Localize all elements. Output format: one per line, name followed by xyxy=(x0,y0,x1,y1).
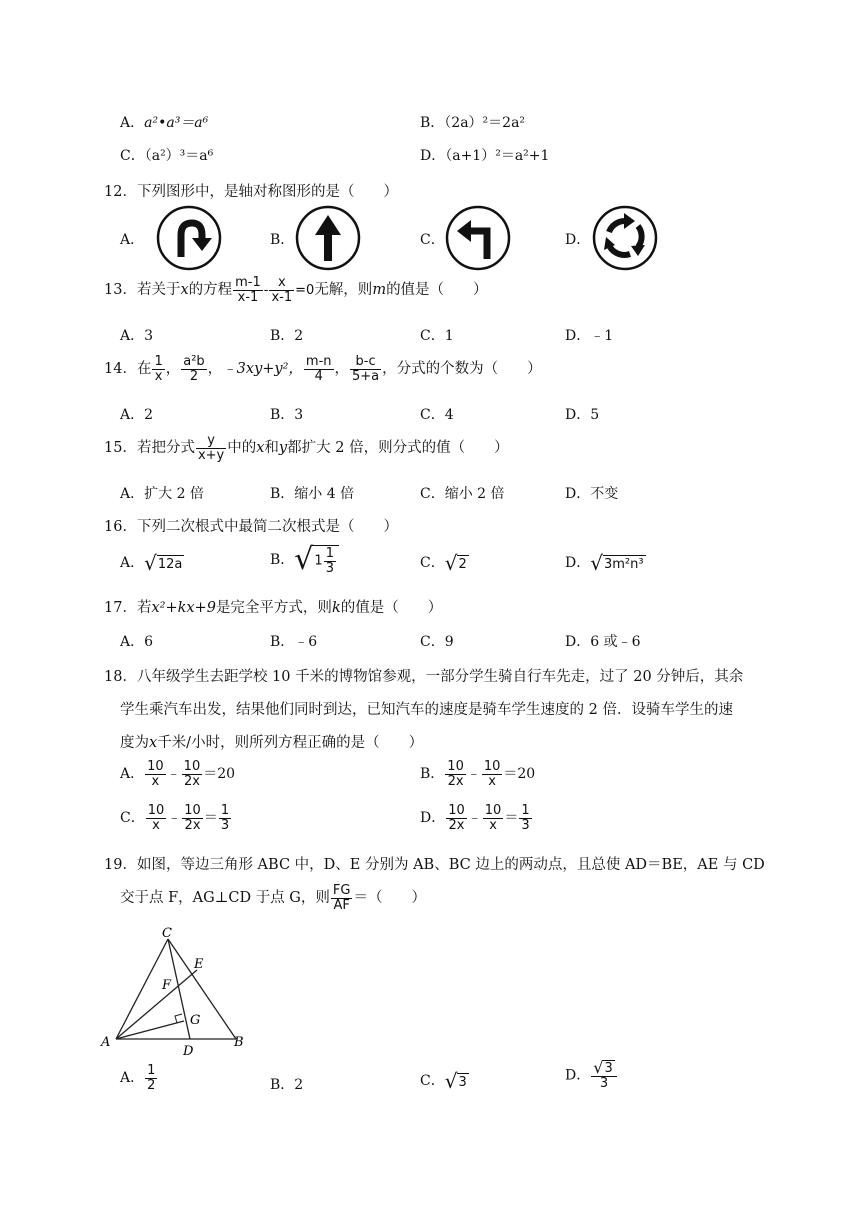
question-number: 12． xyxy=(104,184,137,200)
sep: ， xyxy=(165,361,181,378)
fraction xyxy=(181,355,206,383)
option-text: ﹣1 xyxy=(590,328,614,344)
fraction xyxy=(152,355,164,383)
option-label: A． xyxy=(120,555,145,571)
q12-option-b-label: B． xyxy=(270,232,295,248)
minus: ﹣ xyxy=(167,810,182,827)
denominator: x-1 xyxy=(271,289,293,305)
fraction xyxy=(145,1064,157,1092)
fraction xyxy=(196,434,226,462)
q12-option-a-label: A． xyxy=(120,232,145,248)
numerator: 10 xyxy=(147,803,165,818)
fraction xyxy=(445,760,466,788)
denominator: x xyxy=(152,369,164,384)
q13-option-c xyxy=(420,325,454,345)
q14-option-a xyxy=(120,404,153,424)
radical-sign: √ xyxy=(144,551,157,575)
q11-option-a-text: a²•a³＝a⁶ xyxy=(144,115,209,131)
option-label: D． xyxy=(420,810,446,827)
numerator: 1 xyxy=(220,803,230,818)
question-number: 16． xyxy=(104,519,137,535)
numerator: 10 xyxy=(184,803,201,818)
text: 若 xyxy=(136,600,152,616)
triangle-figure xyxy=(98,924,258,1060)
text: 是完全平方式，则 xyxy=(215,600,332,616)
q12-option-c-label: C． xyxy=(420,232,445,248)
denominator: 2x xyxy=(182,774,203,789)
sep: ， xyxy=(207,361,223,378)
minus: - xyxy=(263,283,269,299)
text: ，分式的个数为（ ） xyxy=(382,361,542,378)
q18-option-b xyxy=(420,760,535,788)
option-label: C． xyxy=(420,555,445,571)
question-number: 13． xyxy=(104,282,137,299)
denominator: 5+a xyxy=(352,368,380,384)
text: 如图，等边三角形 ABC 中，D、E 分别为 AB、BC 边上的两动点，且总使 AD＝BE，AE 与 CD xyxy=(136,857,765,873)
fraction xyxy=(182,760,203,788)
q18-line-1 xyxy=(104,665,743,686)
question-number: 17． xyxy=(104,600,137,616)
q14-option-b xyxy=(270,404,303,424)
option-label: C． xyxy=(420,328,445,344)
eq: =0 xyxy=(295,283,315,299)
var: x xyxy=(149,735,158,751)
option-text: 3 xyxy=(144,328,154,344)
denominator: 3 xyxy=(591,1076,616,1091)
q16-option-d xyxy=(565,552,646,573)
option-label: C． xyxy=(420,486,445,502)
text: 在 xyxy=(136,361,152,378)
question-number: 19． xyxy=(104,857,137,873)
text: 若关于 xyxy=(136,282,181,299)
text: 的值是（ ） xyxy=(340,600,443,616)
q15-option-b xyxy=(270,483,354,503)
radical-sign: √ xyxy=(444,1069,458,1093)
option-label: B． xyxy=(420,766,445,783)
straight-arrow-icon xyxy=(295,205,361,271)
option-label: B． xyxy=(270,407,295,423)
label-f: F xyxy=(162,978,172,993)
option-label: D． xyxy=(420,148,446,164)
question-number: 14． xyxy=(104,361,137,378)
left-turn-arrow-icon xyxy=(445,205,511,271)
text: 中的 xyxy=(227,440,257,457)
denominator: 2x xyxy=(182,818,203,833)
sqrt xyxy=(445,553,469,573)
option-text: 缩小 2 倍 xyxy=(444,486,505,502)
radical-sign: √ xyxy=(590,551,603,575)
text: 的值是（ ） xyxy=(386,282,488,299)
question-text: 下列二次根式中最简二次根式是（ ） xyxy=(136,519,398,535)
denominator: 3 xyxy=(220,817,230,833)
q11-option-a xyxy=(120,112,208,132)
radicand: 2 xyxy=(458,556,467,572)
denominator: AF xyxy=(331,898,353,913)
q19-line-1 xyxy=(104,853,765,874)
option-label: C． xyxy=(420,634,445,650)
option-text: 6 或﹣6 xyxy=(590,634,641,650)
text: 的方程 xyxy=(188,282,233,299)
fraction xyxy=(145,760,166,788)
option-label: D． xyxy=(565,555,591,571)
q12-stem xyxy=(104,180,398,201)
q19-option-c xyxy=(420,1070,469,1091)
q17-stem xyxy=(104,596,442,617)
fraction xyxy=(219,804,231,832)
q14-option-d xyxy=(565,404,599,424)
fraction xyxy=(324,547,336,575)
radical-sign: √ xyxy=(444,551,458,575)
label-b: B xyxy=(234,1035,244,1050)
q17-option-c xyxy=(420,631,454,651)
text: 交于点 F，AG⊥CD 于点 G，则 xyxy=(120,890,330,907)
numerator: 1 xyxy=(147,1063,156,1078)
var: y xyxy=(278,440,288,457)
q19-line-2 xyxy=(120,884,426,912)
circular-arrows-icon xyxy=(592,205,658,271)
q15-option-c xyxy=(420,483,505,503)
option-label: B． xyxy=(270,486,295,502)
q16-option-a xyxy=(120,552,184,573)
denominator: 2x xyxy=(445,774,466,789)
fraction xyxy=(519,804,531,832)
question-text: 下列图形中，是轴对称图形的是（ ） xyxy=(136,184,398,200)
text: ＝（ ） xyxy=(353,890,426,907)
option-text: 1 xyxy=(444,328,454,344)
denominator: x xyxy=(482,774,503,789)
eq: ＝ xyxy=(203,810,218,827)
option-label: C． xyxy=(120,810,145,827)
option-text: 2 xyxy=(294,328,304,344)
text: 千米/小时，则所列方程正确的是（ ） xyxy=(157,735,424,751)
fraction xyxy=(269,276,294,304)
u-turn-arrow-icon xyxy=(156,205,222,271)
radicand: 3 xyxy=(604,1061,613,1077)
q19-option-d xyxy=(565,1060,618,1091)
numerator: 10 xyxy=(447,759,464,774)
expression: ﹣3xy+y²， xyxy=(222,361,303,378)
option-text: 2 xyxy=(144,407,154,423)
text: 无解，则 xyxy=(314,282,373,299)
minus: ﹣ xyxy=(466,766,481,783)
var: k xyxy=(331,600,341,616)
sqrt xyxy=(593,1060,614,1076)
q18-option-c xyxy=(120,804,232,832)
fraction xyxy=(483,804,504,832)
fraction xyxy=(304,355,334,383)
option-text: ﹣6 xyxy=(294,634,318,650)
numerator xyxy=(591,1060,616,1076)
option-label: B． xyxy=(420,115,445,131)
fraction xyxy=(331,884,353,912)
radicand: 3m²n³ xyxy=(603,556,644,572)
label-a: A xyxy=(101,1035,111,1050)
sqrt xyxy=(590,553,645,573)
option-label: A． xyxy=(120,634,145,650)
denominator: x+y xyxy=(197,447,225,463)
q18-option-a xyxy=(120,760,235,788)
numerator: 1 xyxy=(325,546,334,561)
label-g: G xyxy=(190,1013,201,1028)
radical-sign: √ xyxy=(294,542,314,578)
denominator: 2 xyxy=(147,1077,156,1093)
text: 八年级学生去距学校 10 千米的博物馆参观，一部分学生骑自行车先走，过了 20 分钟后，其余 xyxy=(136,669,744,685)
q19-option-b xyxy=(270,1074,303,1094)
q17-option-a xyxy=(120,631,153,651)
q16-option-b xyxy=(270,542,339,578)
option-label: D． xyxy=(565,634,591,650)
text: 度为 xyxy=(120,735,149,751)
expression: x²+kx+9 xyxy=(151,600,216,616)
denominator: 3 xyxy=(521,817,530,833)
text: 若把分式 xyxy=(136,440,195,457)
numerator: m-1 xyxy=(235,275,261,290)
numerator: 10 xyxy=(448,803,465,818)
denominator: x xyxy=(146,818,167,833)
option-label: A． xyxy=(120,1070,145,1087)
denominator: x xyxy=(483,818,504,833)
option-text: 9 xyxy=(444,634,454,650)
label-e: E xyxy=(194,957,204,972)
option-text: 不变 xyxy=(590,486,619,502)
denominator: 4 xyxy=(304,369,334,384)
denominator: x xyxy=(145,774,166,789)
q15-option-d xyxy=(565,483,618,503)
option-text: 4 xyxy=(444,407,454,423)
q15-stem xyxy=(104,434,509,462)
option-text: 3 xyxy=(294,407,304,423)
denominator: 2 xyxy=(181,369,206,384)
option-label: A． xyxy=(120,115,145,131)
q18-option-d xyxy=(420,804,533,832)
numerator: 10 xyxy=(484,803,502,818)
option-label: A． xyxy=(120,766,145,783)
question-number: 15． xyxy=(104,440,137,457)
numerator: y xyxy=(207,433,215,448)
option-label: D． xyxy=(565,407,591,423)
numerator: 10 xyxy=(183,759,201,774)
radical-sign: √ xyxy=(593,1058,604,1077)
q17-option-b xyxy=(270,631,317,651)
numerator: 10 xyxy=(147,759,164,774)
text: 和 xyxy=(264,440,279,457)
q13-stem xyxy=(104,276,488,304)
option-label: C． xyxy=(420,1073,445,1089)
q11-option-b xyxy=(420,112,525,132)
q11-option-d xyxy=(420,145,549,165)
q11-option-c xyxy=(120,145,213,165)
option-label: B． xyxy=(270,1077,295,1093)
var: x xyxy=(180,282,189,299)
label-d: D xyxy=(183,1044,194,1059)
option-text: 扩大 2 倍 xyxy=(144,486,204,502)
label-c: C xyxy=(162,926,172,941)
option-label: A． xyxy=(120,486,145,502)
numerator: 1 xyxy=(521,803,530,818)
option-text: 6 xyxy=(144,634,154,650)
denominator: x-1 xyxy=(233,290,263,305)
q14-stem xyxy=(104,355,542,383)
option-label: D． xyxy=(565,328,591,344)
q19-option-a xyxy=(120,1064,158,1092)
fraction xyxy=(591,1060,616,1091)
numerator: a²b xyxy=(183,354,205,369)
sep: ， xyxy=(334,361,350,378)
q14-option-c xyxy=(420,404,454,424)
option-label: B． xyxy=(270,328,295,344)
minus: ﹣ xyxy=(166,766,181,783)
whole: 1 xyxy=(314,553,323,569)
eq: ＝ xyxy=(504,810,519,827)
option-label: D． xyxy=(565,1067,591,1084)
option-label: C． xyxy=(120,148,145,164)
denominator: 2x xyxy=(446,818,467,833)
minus: ﹣ xyxy=(467,810,482,827)
option-label: B． xyxy=(270,552,295,569)
option-label: B． xyxy=(270,634,295,650)
side-ac xyxy=(116,939,168,1039)
eq: ＝20 xyxy=(203,766,236,783)
radicand: 12a xyxy=(157,556,183,572)
eq: ＝20 xyxy=(503,766,536,783)
q11-option-d-text: （a+1）²＝a²+1 xyxy=(445,148,550,164)
fraction xyxy=(233,276,263,304)
q12-option-d-label: D． xyxy=(565,232,591,248)
option-text: 5 xyxy=(590,407,600,423)
sqrt xyxy=(445,1071,469,1091)
denominator: 3 xyxy=(325,560,334,576)
numerator: FG xyxy=(332,883,351,898)
numerator: b-c xyxy=(355,354,376,369)
option-label: A． xyxy=(120,328,145,344)
numerator: 10 xyxy=(483,759,501,774)
radicand: 3 xyxy=(458,1074,467,1090)
q13-option-b xyxy=(270,325,303,345)
q13-option-a xyxy=(120,325,153,345)
radicand xyxy=(313,545,339,575)
sqrt xyxy=(294,542,339,578)
option-label: D． xyxy=(565,486,591,502)
option-label: C． xyxy=(420,407,445,423)
option-label: A． xyxy=(120,407,145,423)
q18-line-2: 学生乘汽车出发，结果他们同时到达，已知汽车的速度是骑车学生速度的 2 倍．设骑车学生的速 xyxy=(120,702,733,718)
fraction xyxy=(182,804,203,832)
q15-option-a xyxy=(120,483,204,503)
q13-option-d xyxy=(565,325,613,345)
numerator: 1 xyxy=(154,354,163,369)
option-text: 2 xyxy=(294,1077,304,1093)
numerator: m-n xyxy=(305,354,332,369)
option-text: 缩小 4 倍 xyxy=(294,486,355,502)
q17-option-d xyxy=(565,631,641,651)
fraction xyxy=(146,804,167,832)
fraction xyxy=(446,804,467,832)
q18-line-3 xyxy=(120,731,423,752)
fraction xyxy=(482,760,503,788)
question-number: 18． xyxy=(104,669,137,685)
q16-option-c xyxy=(420,552,469,573)
sqrt xyxy=(144,553,184,573)
text: 都扩大 2 倍，则分式的值（ ） xyxy=(287,440,509,457)
var: x xyxy=(256,440,265,457)
var: m xyxy=(372,282,387,299)
numerator: x xyxy=(277,275,286,290)
q11-option-b-text: （2a）²＝2a² xyxy=(444,115,526,131)
q11-option-c-text: （a²）³＝a⁶ xyxy=(144,148,214,164)
q16-stem xyxy=(104,515,398,536)
fraction xyxy=(350,355,381,383)
side-cb xyxy=(168,939,236,1039)
